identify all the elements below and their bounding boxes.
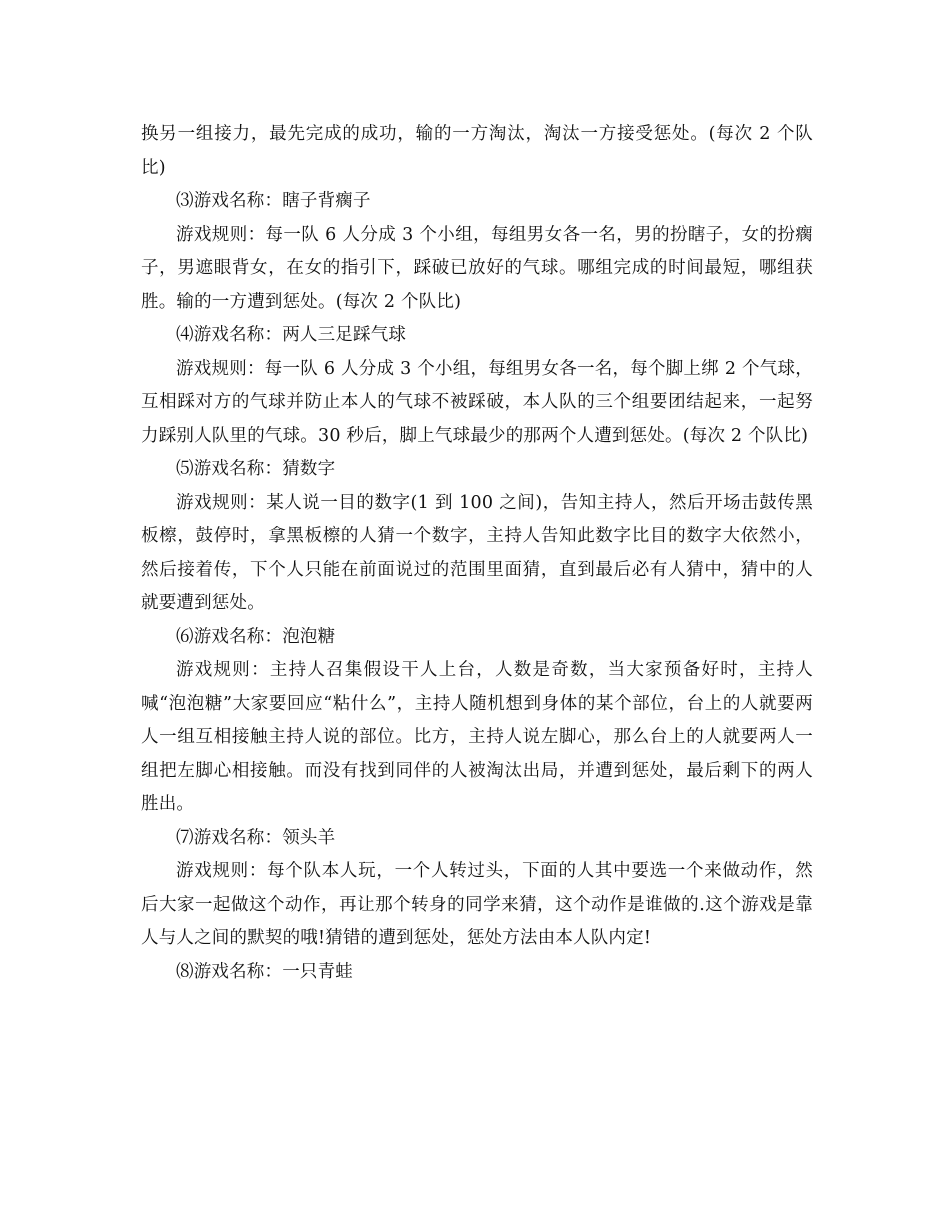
- game-heading-6: ⑹游戏名称：泡泡糖: [176, 626, 336, 647]
- game-heading-5: ⑸游戏名称：猜数字: [176, 459, 336, 479]
- game-rules-5: 游戏规则：某人说一目的数字(1 到 100 之间)，告知主持人，然后开场击鼓传黑板檫，鼓停时，拿黑板檫的人猜一个数字，主持人告知此数字比目的数字大依然小，然后接着传，下个人只能在前面说过的范围里面猜，直到最后必有人猜中，猜中的人就要遭到惩处。: [141, 492, 813, 613]
- game-rules-7: 游戏规则：每个队本人玩，一个人转过头，下面的人其中要选一个来做动作，然后大家一起做这个动作，再让那个转身的同学来猜，这个动作是谁做的.这个游戏是靠人与人之间的默契的哦!猜错的遭到惩处，惩处方法由本人队内定!: [141, 861, 813, 948]
- game-rules-3: 游戏规则：每一队 6 人分成 3 个小组，每组男女各一名，男的扮瞎子，女的扮瘸子，男遮眼背女，在女的指引下，踩破已放好的气球。哪组完成的时间最短，哪组获胜。输的一方遭到惩处。(每次 2 个队比): [141, 224, 813, 312]
- game-rules-4: 游戏规则：每一队 6 人分成 3 个小组，每组男女各一名，每个脚上绑 2 个气球，互相踩对方的气球并防止本人的气球不被踩破，本人队的三个组要团结起来，一起努力踩别人队里的气球。30 秒后，脚上气球最少的那两个人遭到惩处。(每次 2 个队比): [141, 358, 813, 446]
- game-heading-4: ⑷游戏名称：两人三足踩气球: [176, 325, 407, 345]
- game-heading-3: ⑶游戏名称：瞎子背瘸子: [176, 191, 371, 211]
- game-heading-8: ⑻游戏名称：一只青蛙: [176, 961, 353, 982]
- game-rules-6: 游戏规则：主持人召集假设干人上台，人数是奇数，当大家预备好时，主持人喊“泡泡糖”大家要回应“粘什么”，主持人随机想到身体的某个部位，台上的人就要两人一组互相接触主持人说的部位。比方，主持人说左脚心，那么台上的人就要两人一组把左脚心相接触。而没有找到同伴的人被淘汰出局，并遭到惩处，最后剩下的两人胜出。: [141, 660, 813, 814]
- game-heading-7: ⑺游戏名称：领头羊: [176, 827, 336, 848]
- document-body: [141, 118, 813, 989]
- paragraph-relay-continuation: 换另一组接力，最先完成的成功，输的一方淘汰，淘汰一方接受惩处。(每次 2 个队比): [141, 124, 813, 178]
